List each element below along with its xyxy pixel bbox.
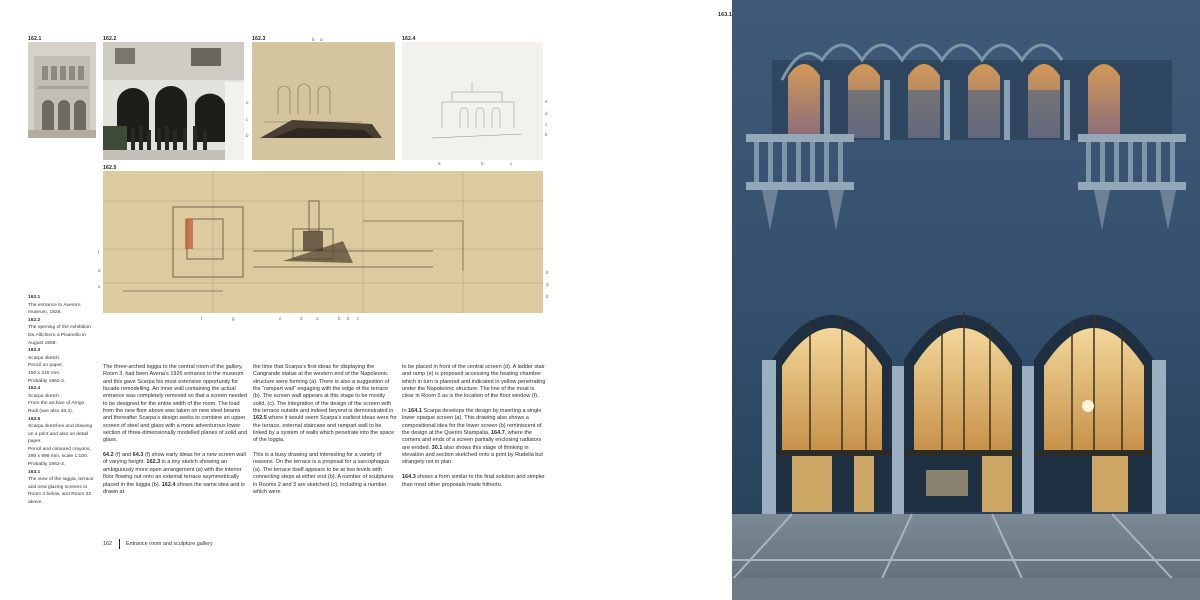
figure-ref: 64.2: [103, 452, 114, 459]
text-run: shows the same idea and is drawn at: [103, 481, 245, 495]
sketch-scarpa-162-3: [252, 42, 395, 160]
sketch-letter: f: [201, 316, 203, 321]
paragraph: The three-arched loggia to the central room of the gallery, Room 3, had been Avena’s 1926 entrance to the museum and this gave Scarpa his most extensive opportunity for facade remodelling. An inner wall containing the actual entrance was completely removed so that a screen needed to be designed for the entire width of the room. The load from the new floor above was taken on new steel beams and thereafter Scarpa’s design seeks to combine an upper screen of steel and glass with a more adventurous lower section of three-dimensionally modelled planes of solid and glass.: [103, 364, 248, 444]
sketch-162-3-drawing: [252, 42, 395, 160]
caption-number: 162.3: [28, 348, 41, 354]
figure-ref: 162.4: [161, 481, 176, 488]
sketch-letter: b: [338, 316, 341, 321]
footer-divider: [119, 539, 120, 549]
caption-text: on a print and also on detail: [28, 431, 89, 437]
sketch-letter: b: [312, 37, 315, 42]
figure-ref: 164.3: [402, 474, 416, 481]
caption-text: Rudi (see also 48.4).: [28, 408, 74, 414]
figure-ref: 162.3: [146, 459, 161, 466]
text-run: where it would seem Scarpa’s earliest ideas were for the terrace, external staircase and rampart wall to be linked by a system of walls which penetrate into the space of the loggia.: [253, 415, 397, 444]
caption-text: and new glazing screens to: [28, 484, 88, 490]
text-run: In: [402, 408, 409, 415]
figure-ref: 164.7: [490, 430, 505, 437]
caption-text: 290 x 998 mm, scale 1:100.: [28, 454, 89, 460]
sketch-letter: g: [232, 316, 235, 321]
figure-label-162-2: 162.2: [103, 36, 117, 42]
photo-exhibition-opening-drawing: [103, 42, 244, 160]
caption-number: 162.5: [28, 416, 41, 422]
caption-text: museum, 1926.: [28, 310, 62, 316]
caption-number: 162.1: [28, 295, 41, 300]
text-run: also shows this stage of thinking in elevation and section sketched onto a print by Rudella but strangely not in plan.: [402, 444, 543, 466]
sketch-letter: a: [320, 37, 323, 42]
figure-captions: [28, 294, 96, 507]
caption-number: 163.1: [28, 469, 41, 475]
figure-ref: 162.5: [253, 415, 267, 422]
caption-number: 162.2: [28, 317, 41, 323]
caption-text: Pencil and coloured crayons,: [28, 446, 91, 452]
photo-loggia-drawing: [732, 0, 1200, 600]
caption-text: Da Altichiero a Pisanello in: [28, 332, 86, 338]
caption-text: The entrance to Avena’s: [28, 302, 81, 308]
figure-label-162-3: 162.3: [252, 36, 266, 42]
figure-label-163-1: 163.1: [718, 12, 732, 18]
sketch-letter: d: [300, 316, 303, 321]
sketch-letter: a: [438, 161, 441, 166]
paragraph: [402, 408, 546, 467]
sketch-letter: b: [546, 294, 549, 299]
body-column-2: [253, 364, 397, 504]
page-number: 162: [103, 541, 112, 547]
caption-text: From the archive of Arrigo: [28, 401, 85, 407]
text-run: is a tiny sketch showing an ambiguously more open arrangement (a) with the interior floor flowing out onto an external terrace asymmetrically placed in the loggia (b).: [103, 459, 242, 488]
caption-text: Probably 1962-3.: [28, 378, 66, 384]
figure-ref: 164.1: [408, 408, 422, 415]
sketch-letter: e: [545, 99, 548, 104]
sketch-letter: b: [246, 133, 249, 138]
sketch-162-4-drawing: [402, 42, 543, 160]
sketch-letter: d: [545, 111, 548, 116]
paragraph: This is a busy drawing and interesting for a variety of reasons. On the terrace is a proposal for a sarcophagus (a). The terrace itself appears to be at two levels with connecting steps at either end (b). A number of sculptures in Rooms 2 and 3 are sketched (c), including a number which were: [253, 452, 394, 495]
sketch-letter: b: [545, 132, 548, 137]
sketch-letter: b: [481, 161, 484, 166]
sketch-letter: b: [546, 270, 549, 275]
text-run: (f) and: [113, 452, 133, 459]
sketch-letter: c: [357, 316, 360, 321]
figure-label-162-1: 162.1: [28, 36, 42, 42]
text-run: the time that Scarpa’s first ideas for displaying the Cangrande statue at the western end of the Napoleonic structure were forming (a). There is also a suggestion of the “rampart wall” engaging with the edge of the terrace (b). The screen wall appears at this stage to be mostly solid, (c). The integration of the design of the screen with the terrace outside and indeed beyond is demonstrated in: [253, 364, 394, 415]
text-run: Scarpa develops the design by inserting a single lower opaque screen (a). This drawing also shows a compositional idea for the lower screen (b) reminiscent of the design at the Querini Stampalia,: [402, 408, 542, 437]
figure-label-162-5: 162.5: [103, 165, 117, 171]
caption-text: The opening of the exhibition: [28, 325, 91, 331]
sketch-letter: a: [316, 316, 319, 321]
paragraph: to be placed in front of the central screen (d). A ladder stair and ramp (e) is proposed accessing the heating chamber which in turn is planned and indicated in yellow penetrating under the Napoleonic structure. The line of the moat is clear in Room 5 as is the location of the floor window (f).: [402, 364, 546, 400]
running-footer: Entrance room and sculpture gallery: [126, 541, 213, 547]
caption-text: Scarpa sketches and drawing: [28, 424, 93, 430]
paragraph: [253, 364, 397, 445]
text-run: shows a form similar to the final solution and simpler than most other proposals made hitherto.: [402, 474, 545, 488]
photo-exhibition-opening: [103, 42, 244, 160]
photo-avena-entrance-drawing: [28, 42, 96, 138]
sketch-letter: c: [545, 122, 548, 127]
paragraph: [103, 452, 247, 496]
sketch-letter: c: [246, 117, 249, 122]
caption-text: paper.: [28, 439, 42, 445]
caption-text: Scarpa sketch.: [28, 355, 61, 361]
sketch-letter: d: [546, 282, 549, 287]
caption-number: 162.4: [28, 386, 41, 392]
caption-text: above.: [28, 500, 43, 506]
figure-ref: 64.3: [132, 452, 144, 459]
figure-label-162-4: 162.4: [402, 36, 416, 42]
sketch-letter: f: [98, 250, 100, 255]
body-column-1: [103, 364, 247, 504]
sketch-letter: b: [347, 316, 350, 321]
drawing-162-5-plan: [103, 171, 543, 313]
caption-text: August 1958.: [28, 340, 57, 346]
caption-text: Scarpa sketch.: [28, 393, 61, 399]
paragraph: [402, 474, 546, 489]
photo-avena-entrance: [28, 42, 96, 138]
caption-text: Room 3 below, and Room 22: [28, 492, 92, 498]
figure-ref: 30.1: [431, 444, 443, 451]
sketch-letter: e: [279, 316, 282, 321]
text-run: (f) show early ideas for a new screen wall of varying height.: [103, 452, 246, 466]
photo-loggia-view: [732, 0, 1200, 600]
caption-text: Pencil on paper,: [28, 363, 64, 369]
sketch-scarpa-162-4: [402, 42, 543, 160]
caption-text: 150 x 210 mm.: [28, 370, 61, 376]
sketch-letter: c: [510, 161, 513, 166]
body-column-3: [402, 364, 546, 496]
sketch-letter: e: [246, 100, 249, 105]
drawing-scarpa-162-5: [103, 171, 543, 313]
caption-text: Probably 1962-3.: [28, 462, 66, 468]
text-run: , where the corners and ends of a screen partially enclosing radiators are eroded.: [402, 430, 542, 451]
sketch-letter: e: [98, 284, 101, 289]
caption-text: The view of the loggia, terrace: [28, 477, 94, 483]
sketch-letter: d: [98, 268, 101, 273]
